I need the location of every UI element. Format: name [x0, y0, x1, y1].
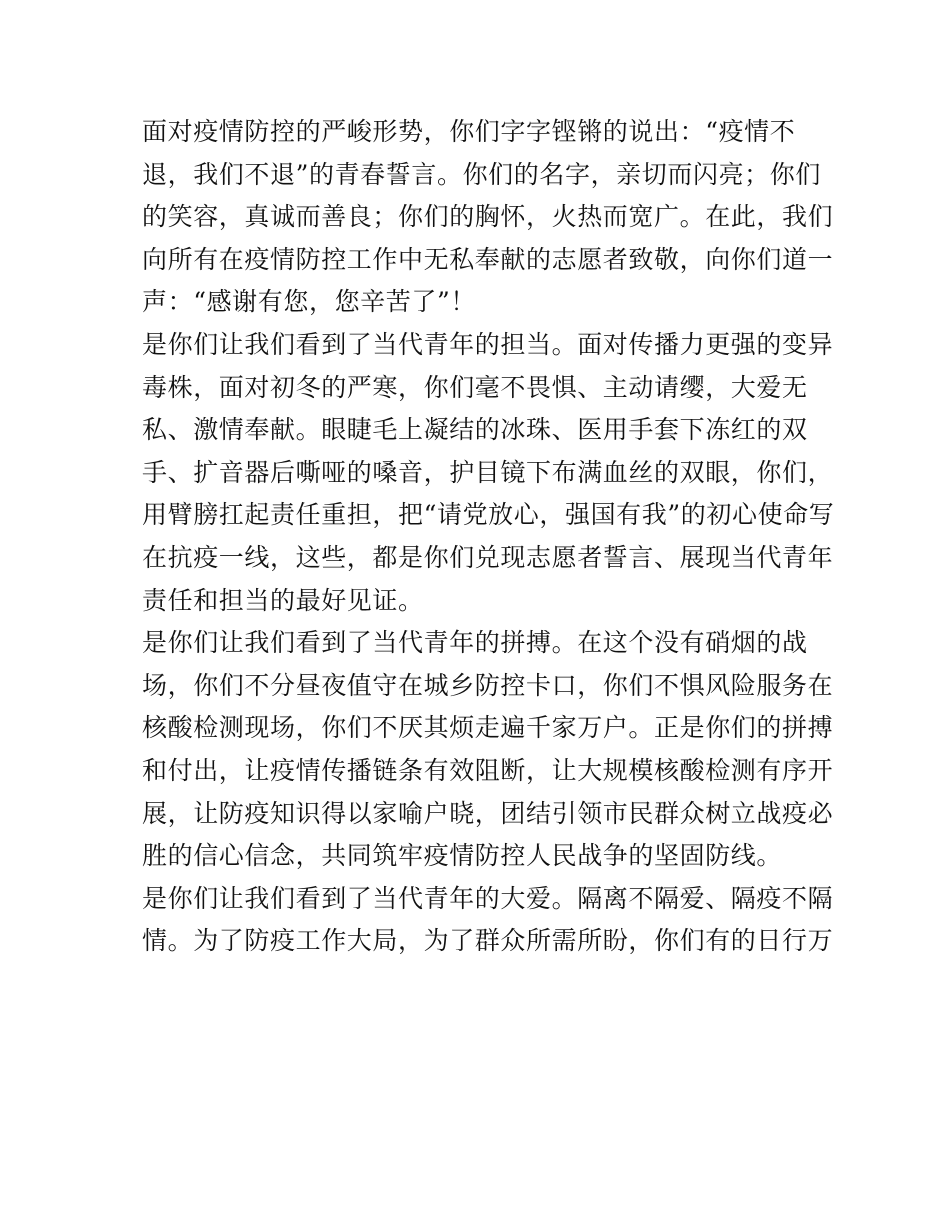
paragraph-4 — [142, 878, 834, 963]
text-line: 展，让防疫知识得以家喻户晓，团结引领市民群众树立战疫必 — [142, 798, 834, 828]
text-line: 退，我们不退”的青春誓言。你们的名字，亲切而闪亮；你们 — [142, 159, 821, 189]
document-body — [142, 111, 835, 963]
text-line: 是你们让我们看到了当代青年的大爱。隔离不隔爱、隔疫不隔 — [142, 883, 834, 913]
text-line: 是你们让我们看到了当代青年的拼搏。在这个没有硝烟的战 — [142, 628, 808, 658]
paragraph-3 — [142, 622, 834, 878]
text-line: 责任和担当的最好见证。 — [142, 585, 424, 615]
paragraph-1 — [142, 111, 834, 324]
paragraph-2 — [142, 324, 835, 622]
text-line: 核酸检测现场，你们不厌其烦走遍千家万户。正是你们的拼搏 — [142, 713, 834, 743]
text-line: 手、扩音器后嘶哑的嗓音，护目镜下布满血丝的双眼，你们， — [142, 457, 834, 487]
text-line: 胜的信心信念，共同筑牢疫情防控人民战争的坚固防线。 — [142, 841, 783, 871]
text-line: 的笑容，真诚而善良；你们的胸怀，火热而宽广。在此，我们 — [142, 202, 834, 232]
text-line: 向所有在疫情防控工作中无私奉献的志愿者致敬，向你们道一 — [142, 244, 834, 274]
text-line: 场，你们不分昼夜值守在城乡防控卡口，你们不惧风险服务在 — [142, 670, 834, 700]
text-line: 声：“感谢有您，您辛苦了”！ — [142, 287, 476, 317]
text-line: 情。为了防疫工作大局，为了群众所需所盼，你们有的日行万 — [142, 926, 834, 956]
text-line: 私、激情奉献。眼睫毛上凝结的冰珠、医用手套下冻红的双 — [142, 415, 808, 445]
text-line: 在抗疫一线，这些，都是你们兑现志愿者誓言、展现当代青年 — [142, 542, 834, 572]
text-line: 用臂膀扛起责任重担，把“请党放心，强国有我”的初心使命写 — [142, 500, 835, 530]
text-line: 是你们让我们看到了当代青年的担当。面对传播力更强的变异 — [142, 329, 834, 359]
text-line: 毒株，面对初冬的严寒，你们毫不畏惧、主动请缨，大爱无 — [142, 372, 808, 402]
text-line: 面对疫情防控的严峻形势，你们字字铿锵的说出：“疫情不 — [142, 117, 796, 146]
text-line: 和付出，让疫情传播链条有效阻断，让大规模核酸检测有序开 — [142, 755, 834, 785]
